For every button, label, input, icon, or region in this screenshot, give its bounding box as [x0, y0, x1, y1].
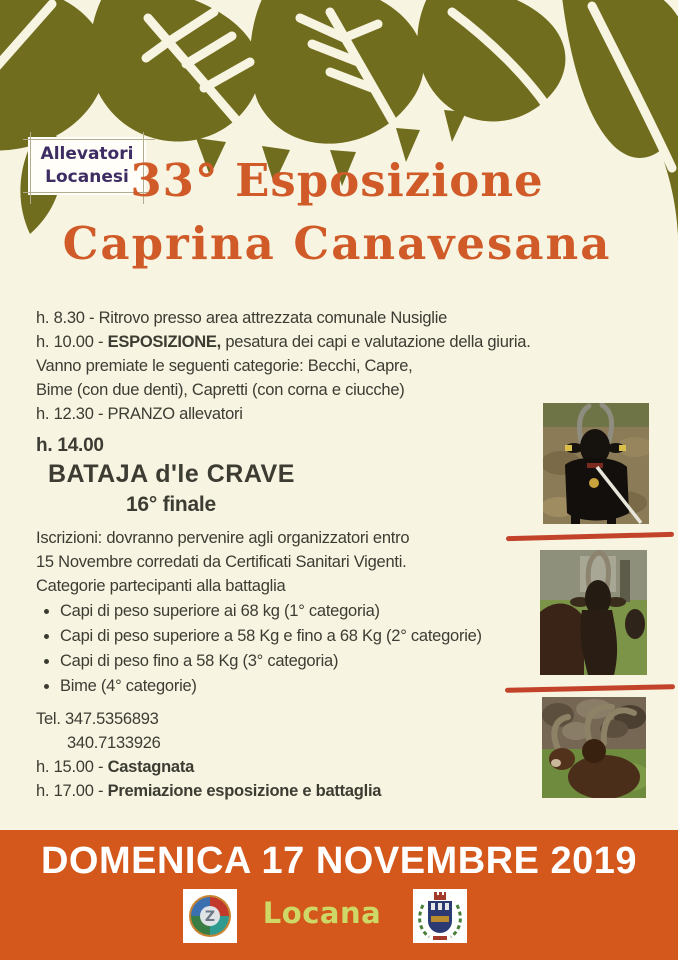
afternoon-line-1-time: h. 15.00 - [36, 758, 108, 776]
association-logo-icon [183, 889, 237, 943]
locana-town-label: Locana [262, 896, 382, 930]
registration-line-1: Iscrizioni: dovranno pervenire agli organizzatori entro [36, 529, 410, 547]
event-title-line2: Caprina Canavesana [62, 217, 612, 270]
battle-time: h. 14.00 [36, 435, 104, 456]
goat-photo-1 [543, 403, 649, 524]
date-banner [0, 830, 678, 960]
category-item: • Capi di peso fino a 58 Kg (3° categoria) [60, 649, 576, 674]
program-line-2 [36, 330, 576, 354]
program-line-2-rest: pesatura dei capi e valutazione della giuria. [221, 333, 531, 351]
locana-coat-of-arms [413, 889, 467, 943]
organizer-badge-line2: Locanesi [45, 167, 129, 187]
organizer-badge-line1: Allevatori [40, 144, 134, 164]
program-line-1: h. 8.30 - Ritrovo presso area attrezzata comunale Nusiglie [36, 309, 448, 327]
program-line-4: Bime (con due denti), Capretti (con corna e ciucche) [36, 381, 405, 399]
battle-name: BATAJA d'le CRAVE [48, 460, 295, 488]
phone-number-2: 340.7133926 [67, 734, 161, 752]
category-item: • Capi di peso superiore ai 68 kg (1° categoria) [60, 599, 576, 624]
program-line-2-time: h. 10.00 - [36, 333, 108, 351]
association-logo-monogram: Z [204, 909, 216, 925]
registration-line-3: Categorie partecipanti alla battaglia [36, 577, 286, 595]
event-date: DOMENICA 17 NOVEMBRE 2019 [40, 840, 638, 882]
event-title-line1: 33° Esposizione [130, 154, 544, 207]
category-item: • Bime (4° categorie) [60, 674, 576, 699]
afternoon-line-1 [36, 755, 576, 779]
event-title [20, 150, 654, 276]
program-line-3: Vanno premiate le seguenti categorie: Becchi, Capre, [36, 357, 413, 375]
afternoon-line-2-time: h. 17.00 - [36, 782, 108, 800]
registration-line-2: 15 Novembre corredati da Certificati Sanitari Vigenti. [36, 553, 407, 571]
battle-categories-list [36, 599, 576, 699]
castagnata-bold: Castagnata [107, 758, 195, 776]
program-line-2-esposizione-bold: ESPOSIZIONE, [107, 333, 222, 351]
category-item: • Capi di peso superiore a 58 Kg e fino a 68 Kg (2° categorie) [60, 624, 576, 649]
afternoon-line-2 [36, 779, 576, 803]
program-line-5: h. 12.30 - PRANZO allevatori [36, 405, 243, 423]
premiazione-bold: Premiazione esposizione e battaglia [107, 782, 382, 800]
phone-number-1: Tel. 347.5356893 [36, 710, 159, 728]
goat-photo-2 [540, 550, 647, 675]
association-logo [183, 889, 237, 943]
battle-stage: 16° finale [126, 493, 216, 516]
program-text [36, 306, 576, 803]
goat-photo-3 [542, 697, 646, 798]
coat-of-arms-icon [413, 889, 467, 943]
